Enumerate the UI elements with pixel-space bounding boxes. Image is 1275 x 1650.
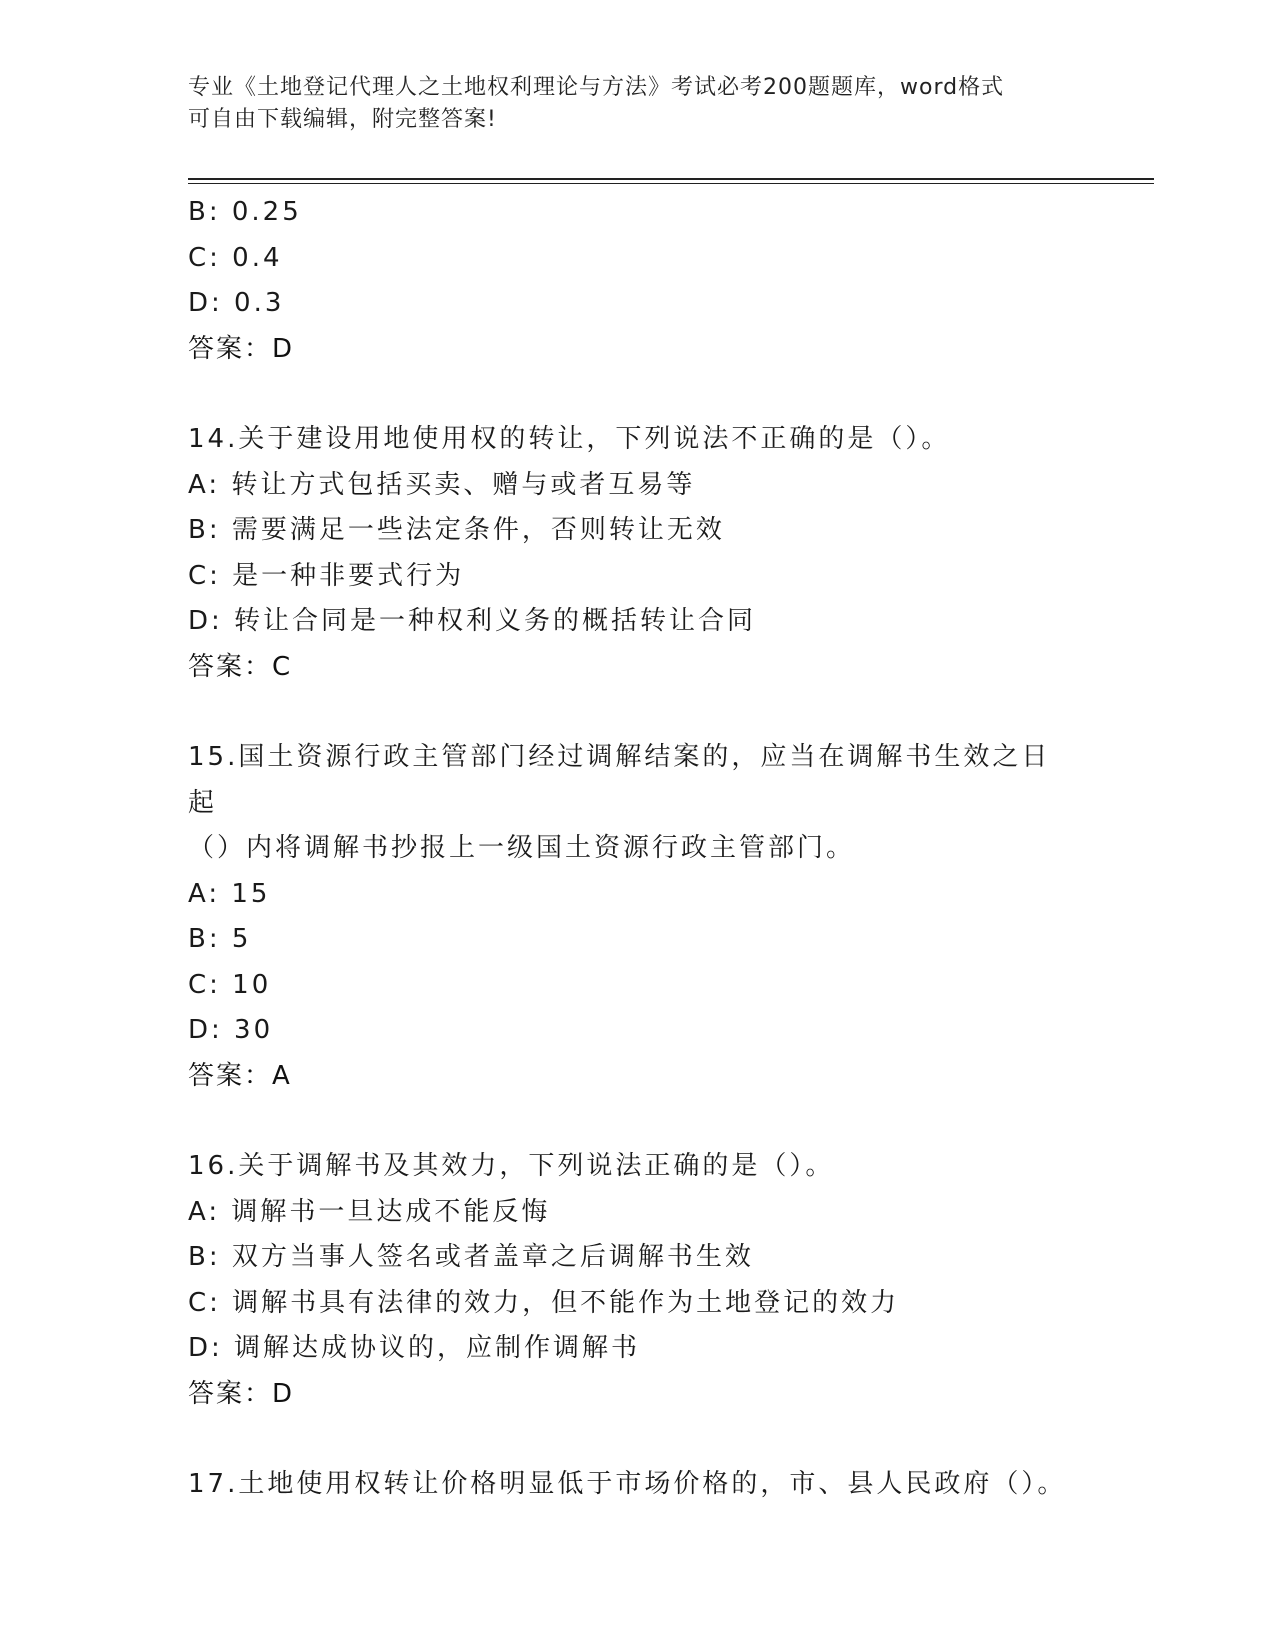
- option-c: C: 0.4: [188, 242, 283, 273]
- answer-line: 答案：A: [188, 1060, 292, 1091]
- header-rule-thin: [188, 183, 1154, 184]
- header-line-1: 专业《土地登记代理人之土地权利理论与方法》考试必考200题题库，word格式: [188, 75, 1005, 100]
- question-stem: 17.土地使用权转让价格明显低于市场价格的，市、县人民政府（）。: [188, 1469, 1067, 1499]
- question-16-block: [188, 1144, 1088, 1417]
- question-content: [188, 190, 1088, 1508]
- option-a: A: 15: [188, 878, 271, 909]
- option-d: D: 30: [188, 1015, 274, 1045]
- option-b: B: 双方当事人签名或者盖章之后调解书生效: [188, 1242, 754, 1272]
- answer-line: 答案：D: [188, 1378, 295, 1409]
- question-14-block: [188, 417, 1088, 690]
- question-15-block: [188, 735, 1088, 1099]
- spacer: [188, 1099, 1088, 1144]
- answer-line: 答案：C: [188, 651, 293, 682]
- option-d: D: 0.3: [188, 288, 285, 318]
- question-stem: 14.关于建设用地使用权的转让，下列说法不正确的是（）。: [188, 424, 951, 454]
- option-b: B: 0.25: [188, 197, 302, 227]
- question-stem-line-1: 15.国土资源行政主管部门经过调解结案的，应当在调解书生效之日起: [188, 742, 1051, 818]
- option-d: D: 转让合同是一种权利义务的概括转让合同: [188, 606, 757, 636]
- answer-line: 答案：D: [188, 333, 295, 364]
- question-stem: 16.关于调解书及其效力，下列说法正确的是（）。: [188, 1151, 835, 1181]
- option-b: B: 5: [188, 924, 252, 954]
- header-rule-thick: [188, 178, 1154, 180]
- question-13-block: [188, 190, 1088, 372]
- spacer: [188, 372, 1088, 417]
- option-c: C: 是一种非要式行为: [188, 560, 465, 591]
- spacer: [188, 1417, 1088, 1462]
- option-c: C: 10: [188, 969, 272, 1000]
- header-line-2: 可自由下载编辑，附完整答案!: [188, 107, 497, 132]
- option-d: D: 调解达成协议的，应制作调解书: [188, 1333, 641, 1363]
- option-a: A: 调解书一旦达成不能反悔: [188, 1196, 551, 1227]
- option-a: A: 转让方式包括买卖、赠与或者互易等: [188, 469, 696, 500]
- option-c: C: 调解书具有法律的效力，但不能作为土地登记的效力: [188, 1287, 900, 1318]
- page-header: [188, 72, 1088, 136]
- spacer: [188, 690, 1088, 735]
- question-stem-line-2: （）内将调解书抄报上一级国土资源行政主管部门。: [188, 833, 856, 863]
- option-b: B: 需要满足一些法定条件，否则转让无效: [188, 515, 725, 545]
- question-17-block: [188, 1462, 1088, 1508]
